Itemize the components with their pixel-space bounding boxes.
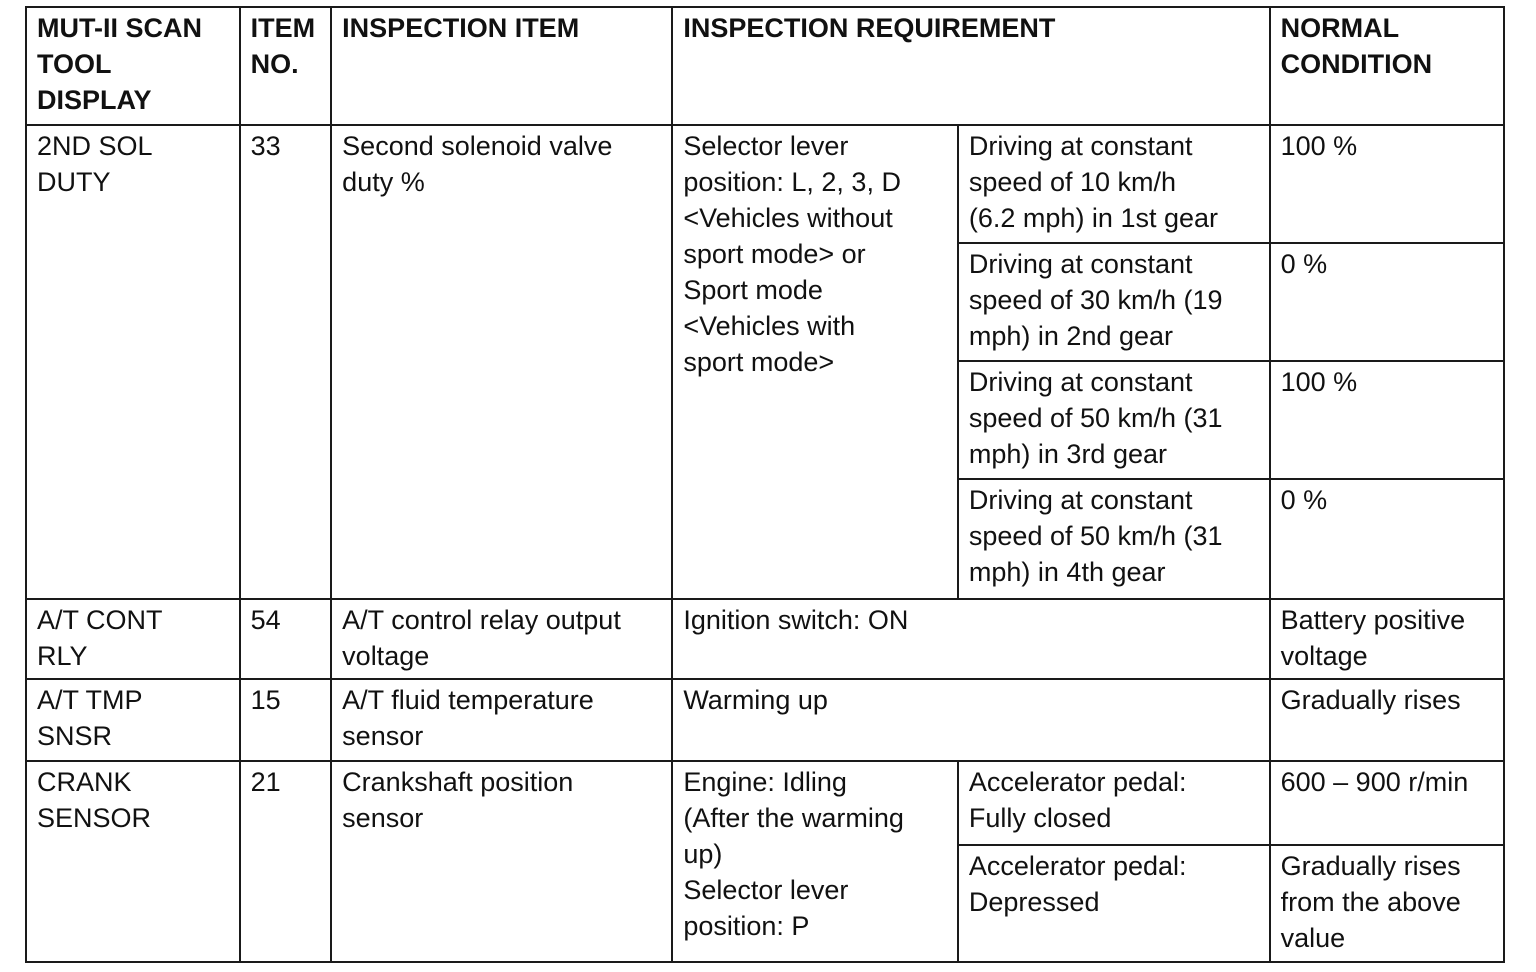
cell-display: A/T TMP SNSR	[26, 679, 240, 761]
header-normal-condition: NORMAL CONDITION	[1270, 7, 1504, 125]
cell-inspection-item: A/T control relay output voltage	[331, 599, 672, 679]
cell-display: 2ND SOL DUTY	[26, 125, 240, 599]
cell-normal-condition: 600 – 900 r/min	[1270, 761, 1504, 845]
inspection-table-container	[25, 6, 1505, 963]
cell-inspection-item: Second solenoid valve duty %	[331, 125, 672, 599]
header-item-no: ITEM NO.	[240, 7, 332, 125]
cell-normal-condition: Gradually rises from the above value	[1270, 845, 1504, 962]
cell-normal-condition: 0 %	[1270, 479, 1504, 599]
cell-condition: Accelerator pedal: Depressed	[958, 845, 1270, 962]
cell-inspection-item: A/T fluid temperature sensor	[331, 679, 672, 761]
inspection-table	[25, 6, 1505, 963]
cell-normal-condition: 100 %	[1270, 125, 1504, 243]
table-row	[26, 679, 1504, 761]
cell-normal-condition: Gradually rises	[1270, 679, 1504, 761]
cell-inspection-item: Crankshaft position sensor	[331, 761, 672, 962]
table-row	[26, 599, 1504, 679]
cell-requirement: Engine: Idling (After the warming up) Selector lever position: P	[672, 761, 958, 962]
table-header-row	[26, 7, 1504, 125]
cell-requirement: Ignition switch: ON	[672, 599, 1269, 679]
cell-item-no: 54	[240, 599, 332, 679]
cell-condition: Driving at constant speed of 50 km/h (31 mph) in 4th gear	[958, 479, 1270, 599]
cell-condition: Driving at constant speed of 30 km/h (19 mph) in 2nd gear	[958, 243, 1270, 361]
table-row	[26, 761, 1504, 845]
cell-condition: Accelerator pedal: Fully closed	[958, 761, 1270, 845]
cell-display: A/T CONT RLY	[26, 599, 240, 679]
cell-normal-condition: 100 %	[1270, 361, 1504, 479]
table-row	[26, 125, 1504, 243]
cell-condition: Driving at constant speed of 50 km/h (31 mph) in 3rd gear	[958, 361, 1270, 479]
cell-display: CRANK SENSOR	[26, 761, 240, 962]
cell-item-no: 33	[240, 125, 332, 599]
cell-normal-condition: 0 %	[1270, 243, 1504, 361]
header-inspection-requirement: INSPECTION REQUIREMENT	[672, 7, 1269, 125]
cell-condition: Driving at constant speed of 10 km/h (6.2 mph) in 1st gear	[958, 125, 1270, 243]
cell-normal-condition: Battery positive voltage	[1270, 599, 1504, 679]
header-inspection-item: INSPECTION ITEM	[331, 7, 672, 125]
cell-requirement: Warming up	[672, 679, 1269, 761]
cell-item-no: 21	[240, 761, 332, 962]
cell-requirement: Selector lever position: L, 2, 3, D <Vehicles without sport mode> or Sport mode <Vehicles with sport mode>	[672, 125, 958, 599]
header-scan-tool-display: MUT-II SCAN TOOL DISPLAY	[26, 7, 240, 125]
cell-item-no: 15	[240, 679, 332, 761]
